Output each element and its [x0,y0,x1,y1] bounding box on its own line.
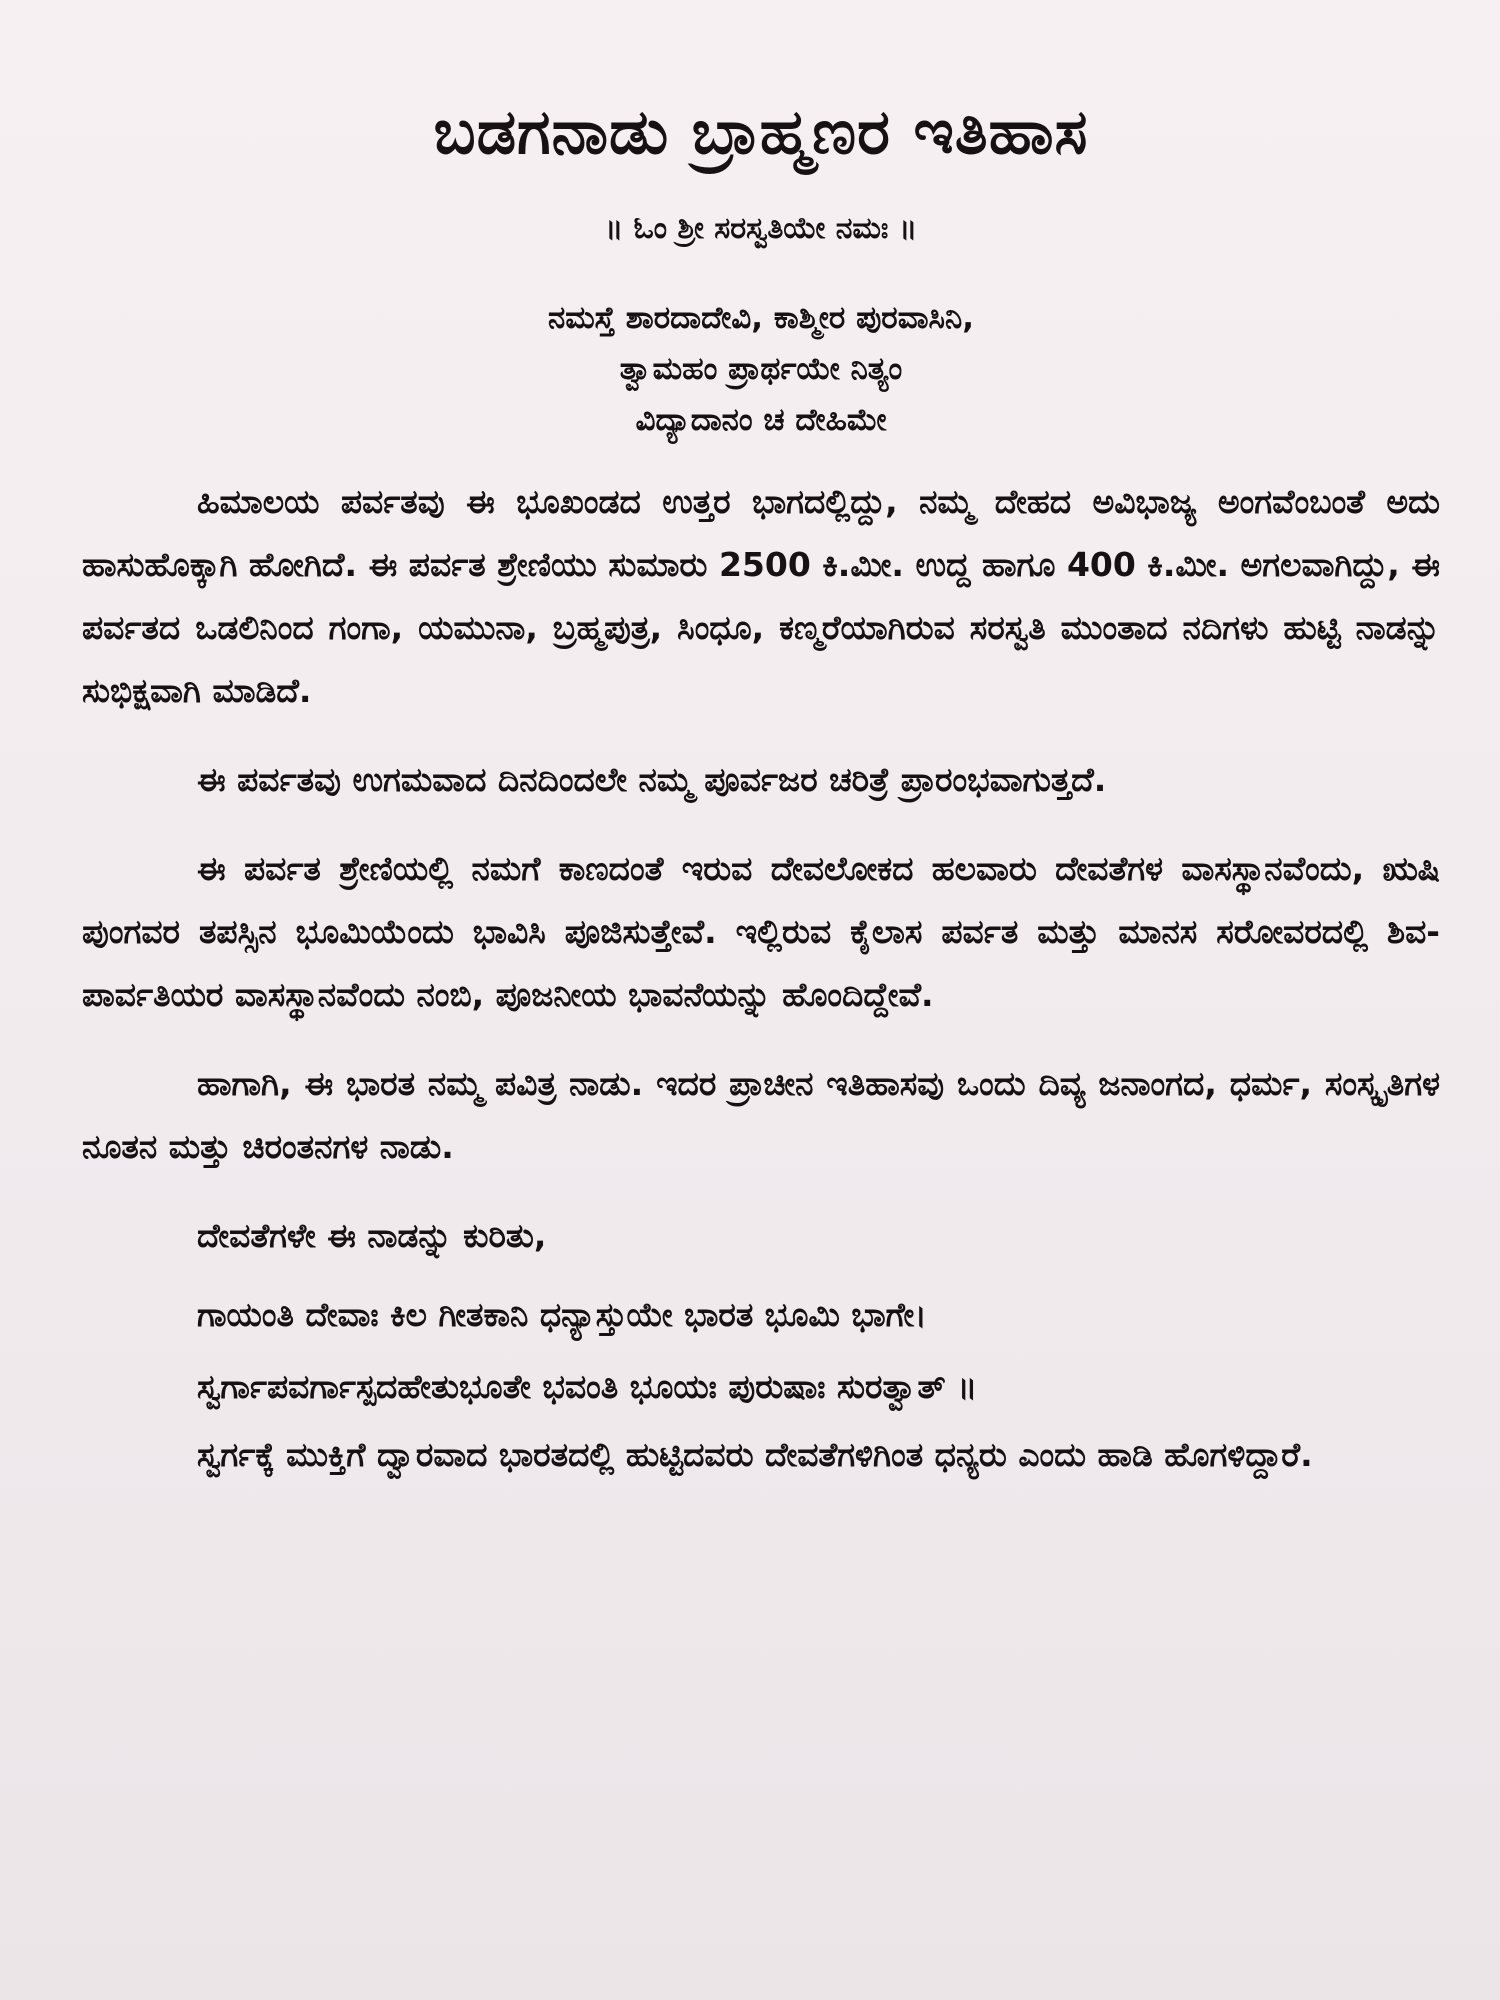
page-title: ಬಡಗನಾಡು ಬ್ರಾಹ್ಮಣರ ಇತಿಹಾಸ [433,95,1089,168]
verse-line: ವಿದ್ಯಾದಾನಂ ಚ ದೇಹಿಮೇ [635,402,887,438]
closing-intro: ದೇವತೆಗಳೇ ಈ ನಾಡನ್ನು ಕುರಿತು, [197,1216,547,1255]
verse-line: ತ್ವಾಮಹಂ ಪ್ರಾರ್ಥಯೇ ನಿತ್ಯಂ [619,351,903,387]
verse-line: ನಮಸ್ತೆ ಶಾರದಾದೇವಿ, ಕಾಶ್ಮೀರ ಪುರವಾಸಿನಿ, [547,300,975,336]
paragraph-abode-of-gods: ಈ ಪರ್ವತ ಶ್ರೇಣಿಯಲ್ಲಿ ನಮಗೆ ಕಾಣದಂತೆ ಇರುವ ದೇವಲೋಕದ ಹಲವಾರು ದೇವತೆಗಳ ವಾಸಸ್ಥಾನವೆಂದು, ಋಷಿ ಪುಂಗವರ ತಪಸ್ಸಿನ ಭೂಮಿಯೆಂದು ಭಾವಿಸಿ ಪೂಜಿಸುತ್ತೇವೆ. ಇಲ್ಲಿರುವ ಕೈಲಾಸ ಪರ್ವತ ಮತ್ತು ಮಾನಸ ಸರೋವರದಲ್ಲಿ ಶಿವ-ಪಾರ್ವತಿಯರ ವಾಸಸ್ಥಾನವೆಂದು ನಂಬಿ, ಪೂಜನೀಯ ಭಾವನೆಯನ್ನು ಹೊಂದಿದ್ದೇವೆ. [82,849,1440,1014]
paragraph-ancestors: ಈ ಪರ್ವತವು ಉಗಮವಾದ ದಿನದಿಂದಲೇ ನಮ್ಮ ಪೂರ್ವಜರ ಚರಿತ್ರೆ ಪ್ರಾರಂಭವಾಗುತ್ತದೆ. [197,760,1107,799]
paragraph-sacred-land: ಹಾಗಾಗಿ, ಈ ಭಾರತ ನಮ್ಮ ಪವಿತ್ರ ನಾಡು. ಇದರ ಪ್ರಾಚೀನ ಇತಿಹಾಸವು ಒಂದು ದಿವ್ಯ ಜನಾಂಗದ, ಧರ್ಮ, ಸಂಸ್ಕೃತಿಗಳ ನೂತನ ಮತ್ತು ಚಿರಂತನಗಳ ನಾಡು. [82,1064,1440,1166]
sloka-line: ಸ್ವರ್ಗಾಪವರ್ಗಾಸ್ಪದಹೇತುಭೂತೇ ಭವಂತಿ ಭೂಯಃ ಪುರುಷಾಃ ಸುರತ್ವಾತ್ ॥ [197,1367,978,1406]
sloka [82,1279,1440,1423]
sloka-line: ಗಾಯಂತಿ ದೇವಾಃ ಕಿಲ ಗೀತಕಾನಿ ಧನ್ಯಾಸ್ತುಯೇ ಭಾರತ ಭೂಮಿ ಭಾಗೇ। [197,1295,927,1334]
paragraph-himalaya: ಹಿಮಾಲಯ ಪರ್ವತವು ಈ ಭೂಖಂಡದ ಉತ್ತರ ಭಾಗದಲ್ಲಿದ್ದು, ನಮ್ಮ ದೇಹದ ಅವಿಭಾಜ್ಯ ಅಂಗವೆಂಬಂತೆ ಅದು ಹಾಸುಹೊಕ್ಕಾಗಿ ಹೋಗಿದೆ. ಈ ಪರ್ವತ ಶ್ರೇಣಿಯು ಸುಮಾರು 2500 ಕಿ.ಮೀ. ಉದ್ದ ಹಾಗೂ 400 ಕಿ.ಮೀ. ಅಗಲವಾಗಿದ್ದು, ಈ ಪರ್ವತದ ಒಡಲಿನಿಂದ ಗಂಗಾ, ಯಮುನಾ, ಬ್ರಹ್ಮಪುತ್ರ, ಸಿಂಧೂ, ಕಣ್ಮರೆಯಾಗಿರುವ ಸರಸ್ವತಿ ಮುಂತಾದ ನದಿಗಳು ಹುಟ್ಟಿ ನಾಡನ್ನು ಸುಭಿಕ್ಷವಾಗಿ ಮಾಡಿದೆ. [82,482,1440,710]
invocation-line: ॥ ಓಂ ಶ್ರೀ ಸರಸ್ವತಿಯೇ ನಮಃ ॥ [604,211,918,246]
final-paragraph: ಸ್ವರ್ಗಕ್ಕೆ ಮುಕ್ತಿಗೆ ದ್ವಾರವಾದ ಭಾರತದಲ್ಲಿ ಹುಟ್ಟಿದವರು ದೇವತೆಗಳಿಗಿಂತ ಧನ್ಯರು ಎಂದು ಹಾಡಿ ಹೊಗಳಿದ್ದಾರೆ. [197,1435,1313,1474]
opening-verse [82,293,1440,446]
